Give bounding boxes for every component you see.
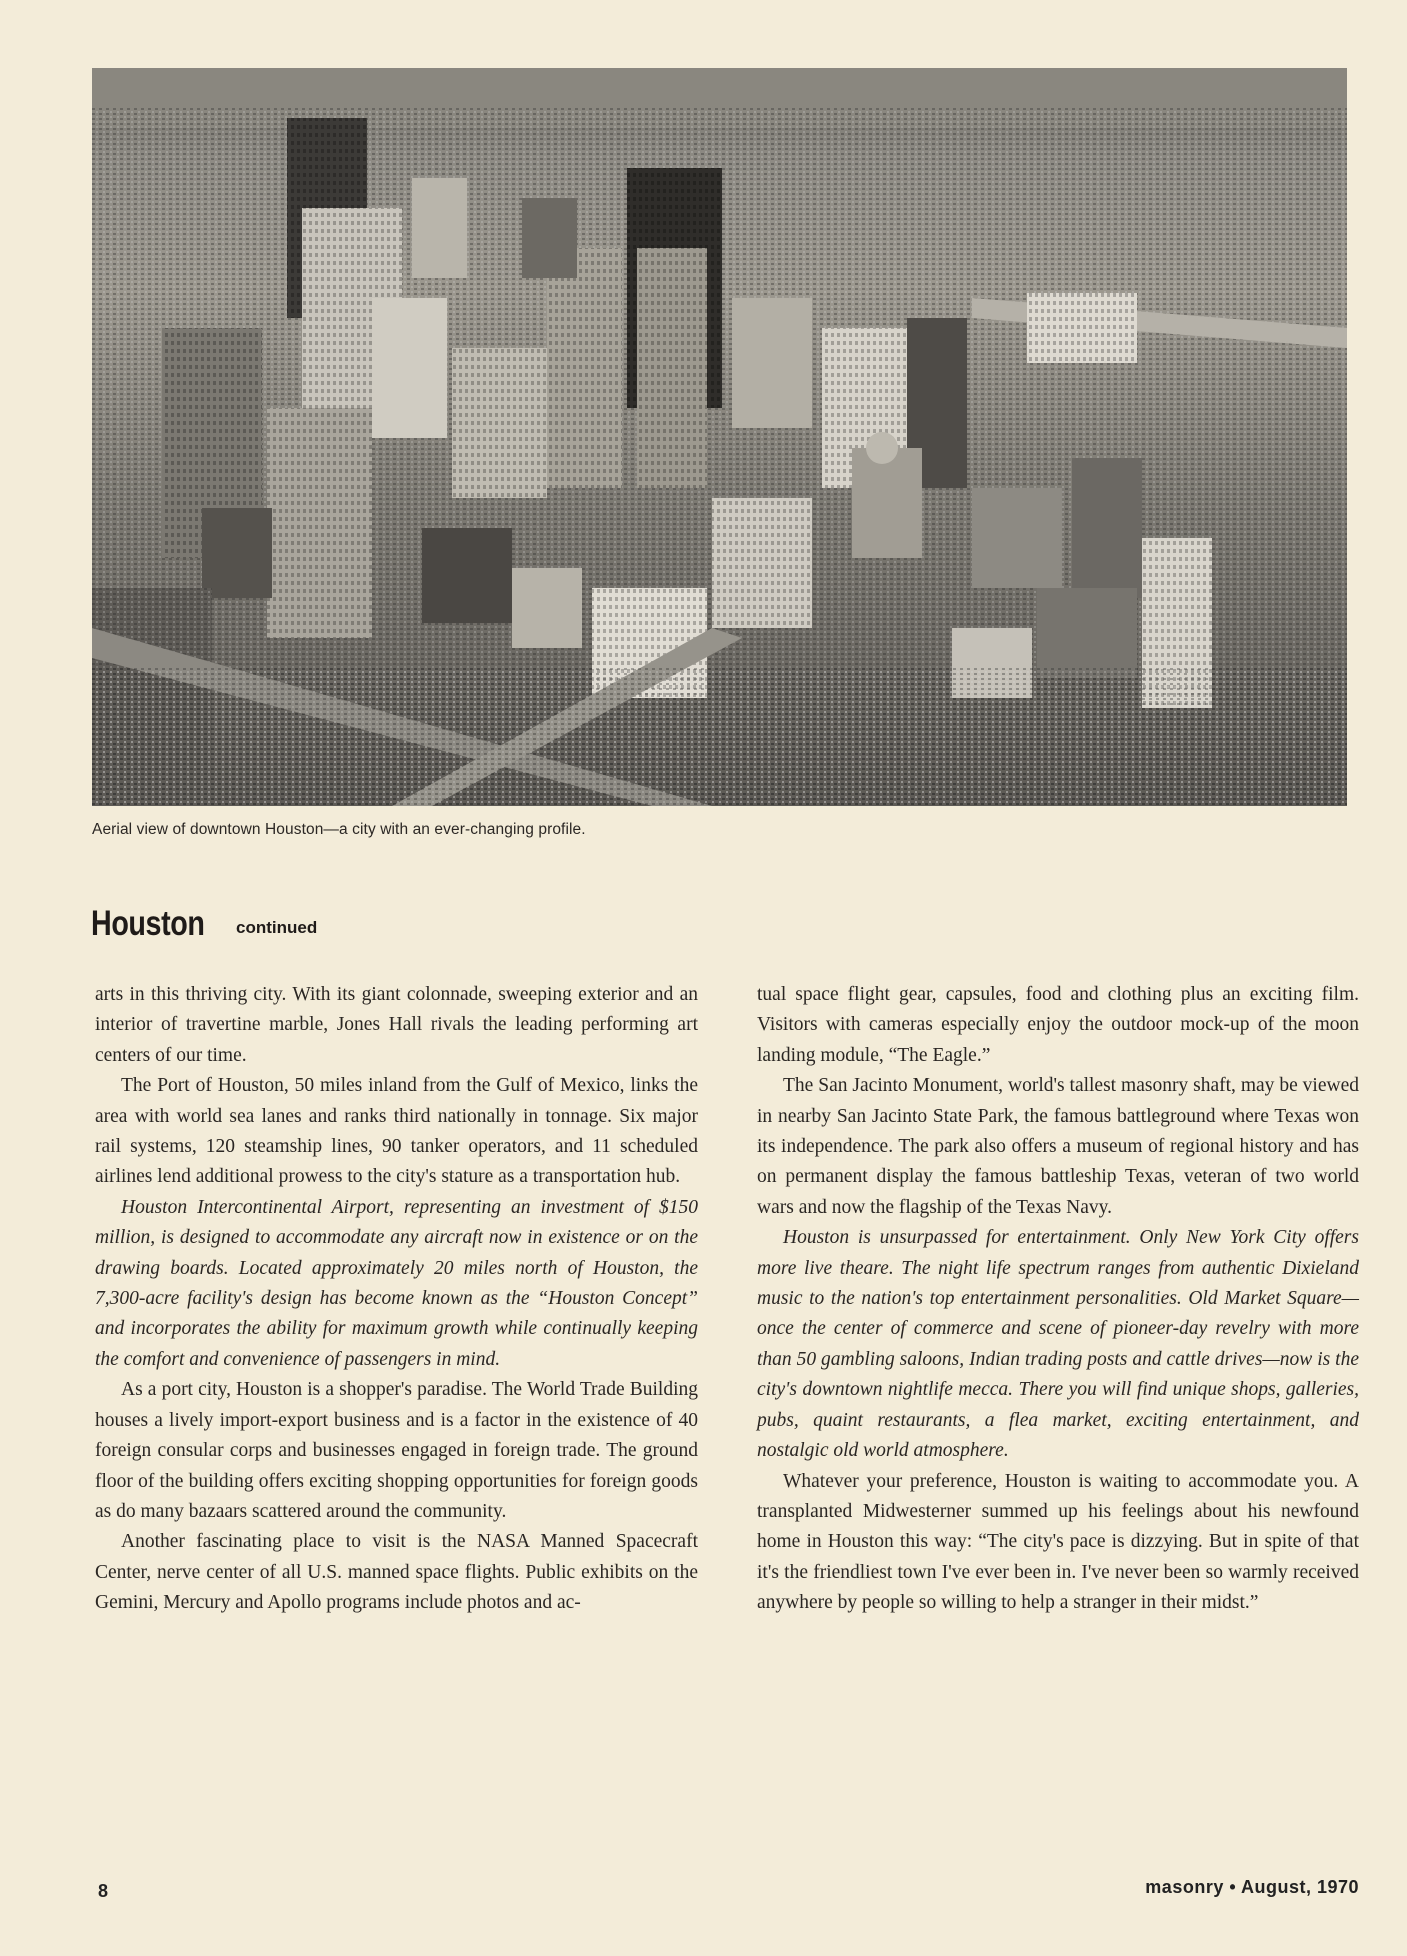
article-subtitle: continued xyxy=(236,918,318,937)
publication-footer: masonry • August, 1970 xyxy=(1145,1877,1359,1897)
article-title: Houston xyxy=(91,904,205,943)
aerial-photo xyxy=(92,68,1347,806)
city-skyline-illustration xyxy=(92,68,1347,806)
article-heading xyxy=(91,904,318,944)
paragraph: arts in this thriving city. With its giant colonnade, sweeping exterior and an interior of travertine marble, Jones Hall rivals the leading performing art centers of our time. xyxy=(95,984,698,1066)
photo-caption: Aerial view of downtown Houston—a city with an ever-changing profile. xyxy=(92,821,586,838)
paragraph: Whatever your preference, Houston is waiting to accommodate you. A transplanted Midwesterner summed up his feelings about his newfound home in Houston this way: “The city's pace is dizzying. But in spite of that it's the friendliest town I've ever been in. I've never been so warmly received anywhere by people so willing to help a stranger in their midst.” xyxy=(757,1470,1359,1614)
paragraph: The Port of Houston, 50 miles inland from the Gulf of Mexico, links the area with world sea lanes and ranks third nationally in tonnage. Six major rail systems, 120 steamship lines, 90 tanker operators, and 11 scheduled airlines lend additional prowess to the city's stature as a transportation hub. xyxy=(95,1075,698,1188)
paragraph: tual space flight gear, capsules, food and clothing plus an exciting film. Visitors with cameras especially enjoy the outdoor mock-up of the moon landing module, “The Eagle.” xyxy=(757,984,1359,1066)
left-column xyxy=(95,980,698,1619)
page-number: 8 xyxy=(98,1881,109,1901)
paragraph: Houston is unsurpassed for entertainment. Only New York City offers more live theare. The night life spectrum ranges from authentic Dixieland music to the nation's top entertainment personalities. Old Market Square—once the center of commerce and scene of pioneer-day revelry with more than 50 gambling saloons, Indian trading posts and cattle drives—now is the city's downtown nightlife mecca. There you will find unique shops, galleries, pubs, quaint restaurants, a flea market, exciting entertainment, and nostalgic old world atmosphere. xyxy=(757,1227,1359,1462)
right-column xyxy=(757,980,1359,1619)
paragraph: As a port city, Houston is a shopper's paradise. The World Trade Building houses a lively import-export business and is a factor in the existence of 40 foreign consular corps and businesses engaged in foreign trade. The ground floor of the building offers exciting shopping opportunities for foreign goods as do many bazaars scattered around the community. xyxy=(95,1379,698,1522)
paragraph: Houston Intercontinental Airport, representing an investment of $150 million, is designed to accommodate any aircraft now in existence or on the drawing boards. Located approximately 20 miles north of Houston, the 7,300-acre facility's design has become known as the “Houston Concept” and incorporates the ability for maximum growth while continually keeping the comfort and convenience of passengers in mind. xyxy=(95,1196,698,1370)
paragraph: The San Jacinto Monument, world's tallest masonry shaft, may be viewed in nearby San Jacinto State Park, the famous battleground where Texas won its independence. The park also offers a museum of regional history and has on permanent display the famous battleship Texas, veteran of two world wars and now the flagship of the Texas Navy. xyxy=(757,1075,1359,1218)
paragraph: Another fascinating place to visit is the NASA Manned Spacecraft Center, nerve center of all U.S. manned space flights. Public exhibits on the Gemini, Mercury and Apollo programs include photos and ac- xyxy=(95,1531,698,1614)
